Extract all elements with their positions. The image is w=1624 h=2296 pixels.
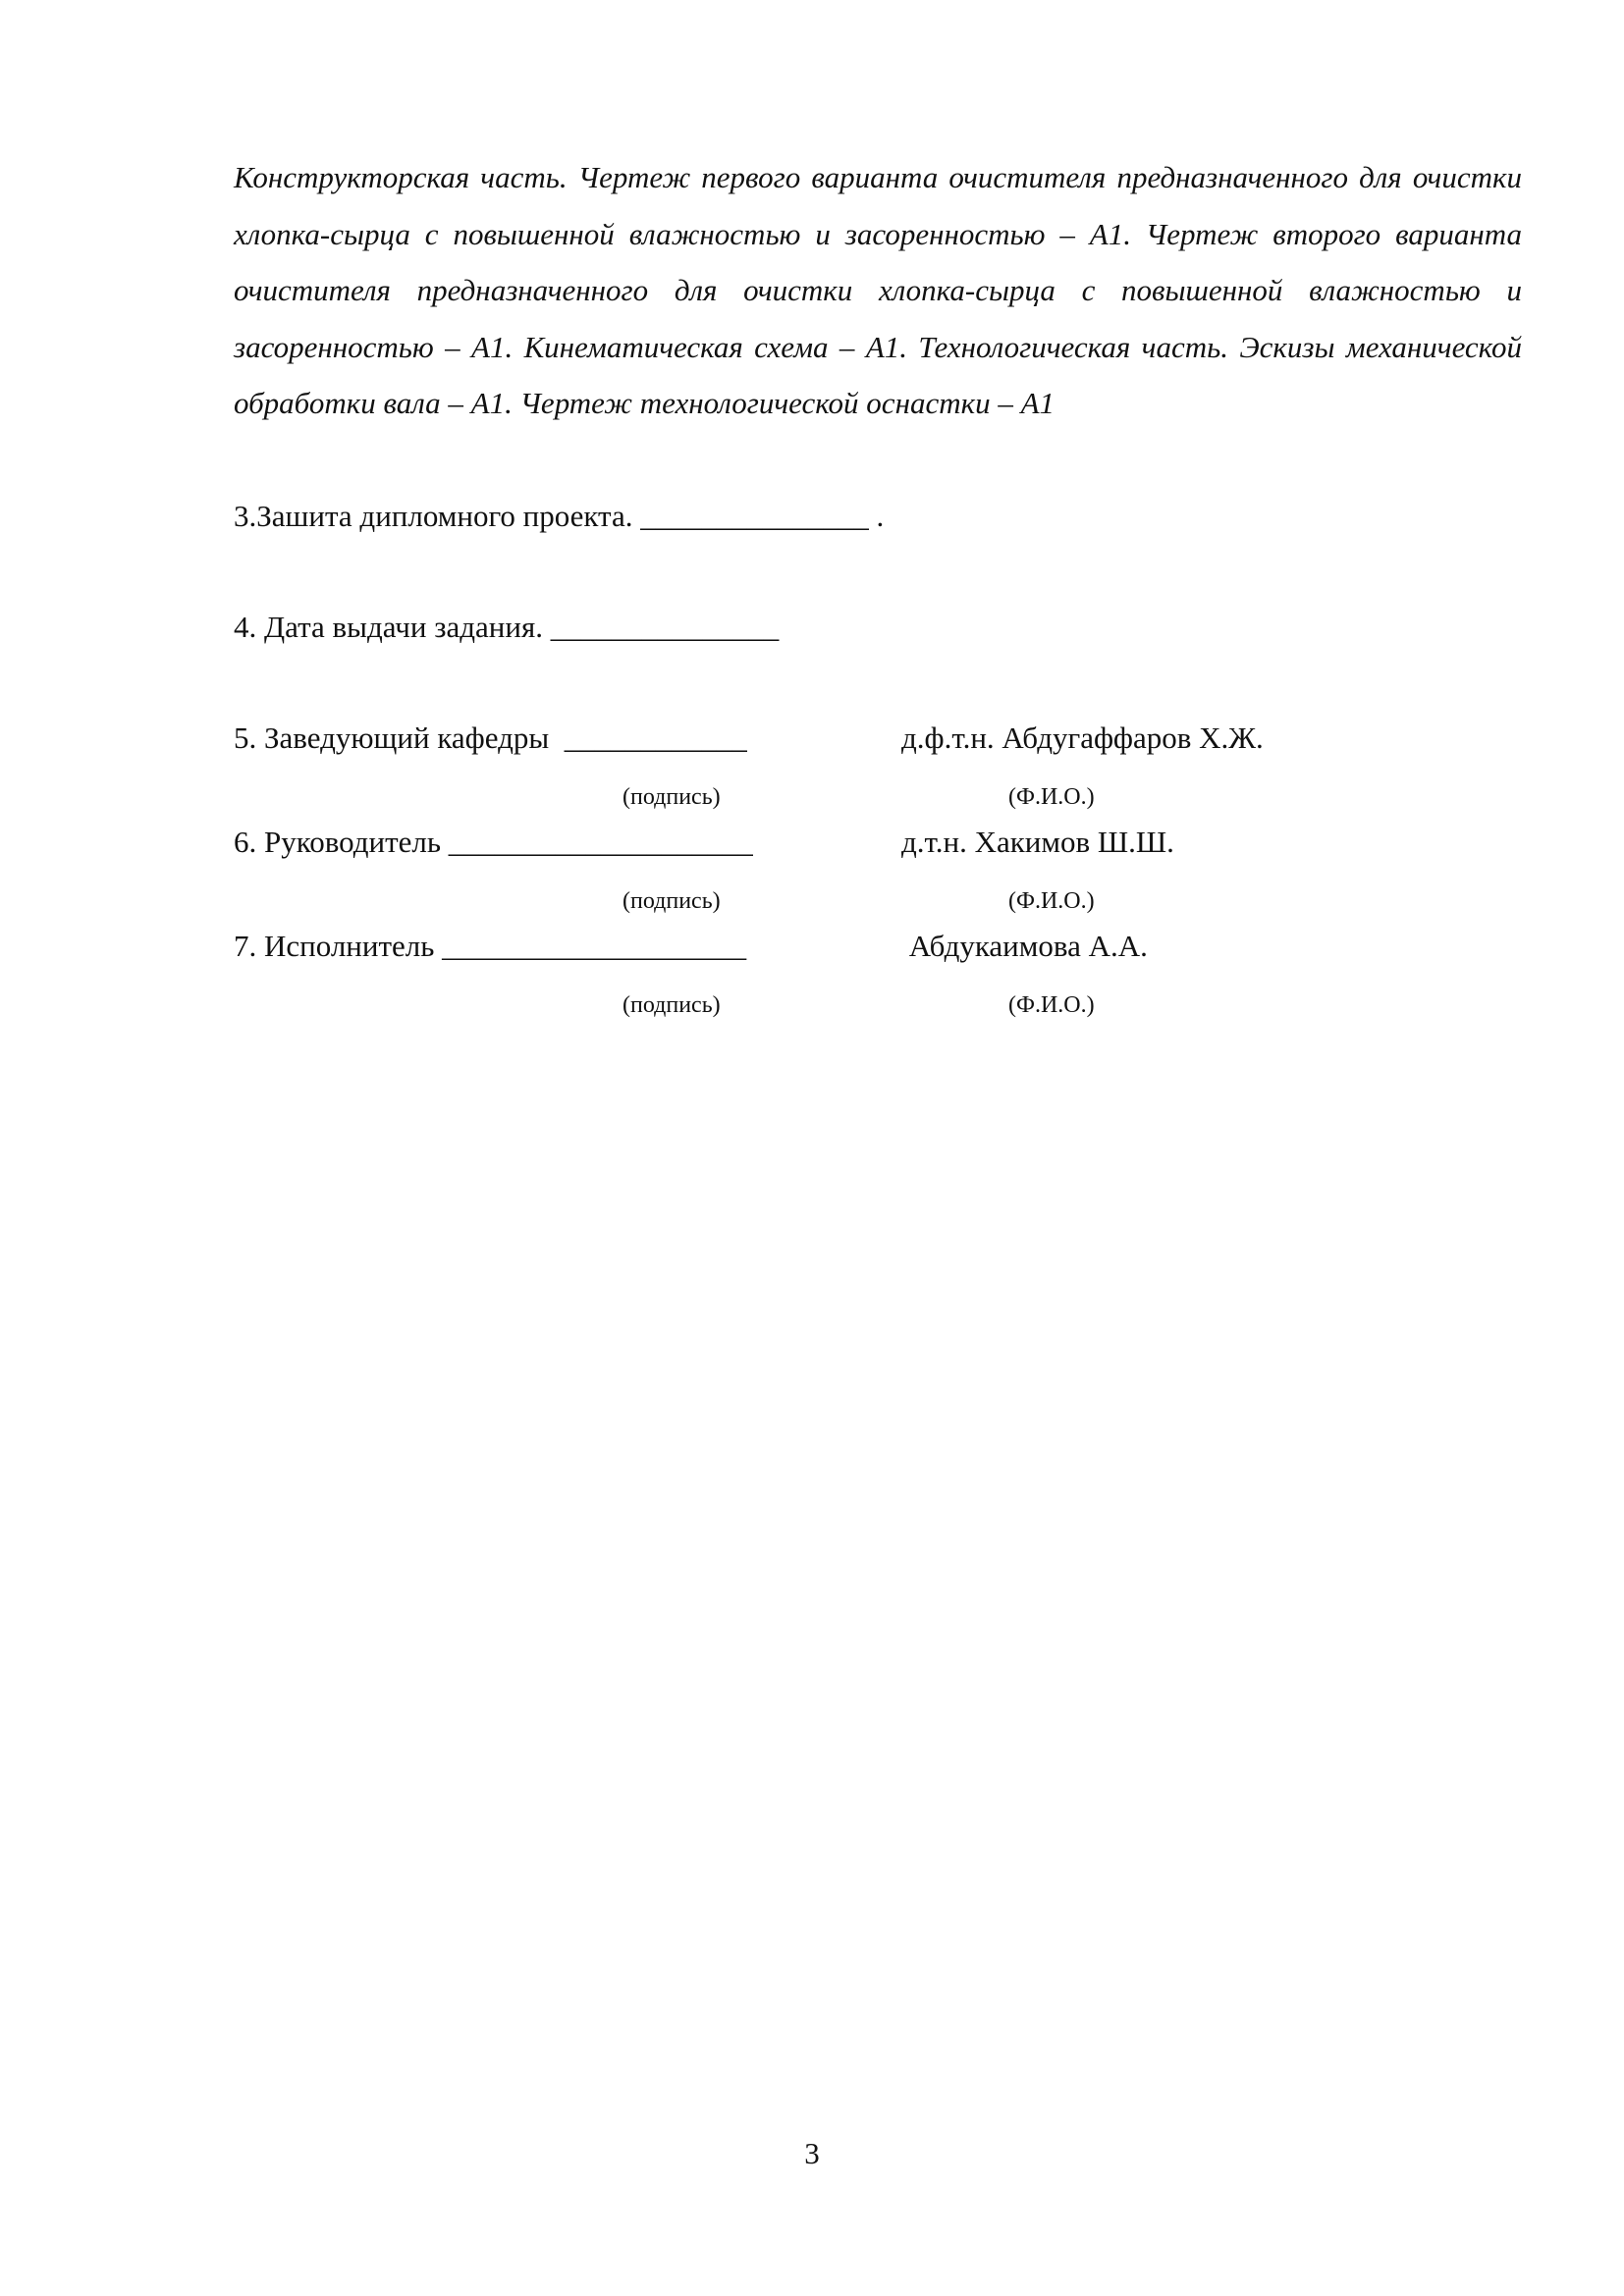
signature-row-head-of-department bbox=[234, 721, 1522, 760]
supervisor-label: 6. Руководитель ____________________ bbox=[234, 825, 753, 859]
signature-row-performer bbox=[234, 929, 1522, 968]
performer-name: Абдукаимова А.А. bbox=[901, 929, 1148, 963]
head-of-department-label: 5. Заведующий кафедры ____________ bbox=[234, 721, 747, 755]
signature-hints-row bbox=[0, 991, 1624, 1021]
head-of-department-name: д.ф.т.н. Абдугаффаров Х.Ж. bbox=[901, 721, 1264, 755]
signature-hints-row bbox=[0, 887, 1624, 917]
signature-hint: (подпись) bbox=[623, 888, 721, 914]
signature-hints-row bbox=[0, 783, 1624, 813]
signature-row-supervisor bbox=[234, 825, 1522, 864]
item-4-issue-date: 4. Дата выдачи задания. _______________ bbox=[234, 610, 780, 644]
name-hint: (Ф.И.О.) bbox=[1008, 888, 1095, 914]
performer-label: 7. Исполнитель ____________________ bbox=[234, 929, 747, 963]
name-hint: (Ф.И.О.) bbox=[1008, 992, 1095, 1018]
supervisor-name: д.т.н. Хакимов Ш.Ш. bbox=[901, 825, 1174, 859]
signature-hint: (подпись) bbox=[623, 992, 721, 1018]
item-3-thesis-defense: 3.Зашита дипломного проекта. _______________ . bbox=[234, 499, 885, 533]
page-number: 3 bbox=[804, 2136, 820, 2170]
name-hint: (Ф.И.О.) bbox=[1008, 784, 1095, 810]
project-description: Конструкторская часть. Чертеж первого варианта очистителя предназначенного для очистки хлопка-сырца с повышенной влажностью и засоренностью – А1. Чертеж второго варианта очистителя предназначенного для очистки хлопка-сырца с повышенной влажностью и засоренностью – А1. Кинематическая схема – А1. Технологическая часть. Эскизы механической обработки вала – А1. Чертеж технологической оснастки – А1 bbox=[234, 160, 1522, 420]
signature-hint: (подпись) bbox=[623, 784, 721, 810]
